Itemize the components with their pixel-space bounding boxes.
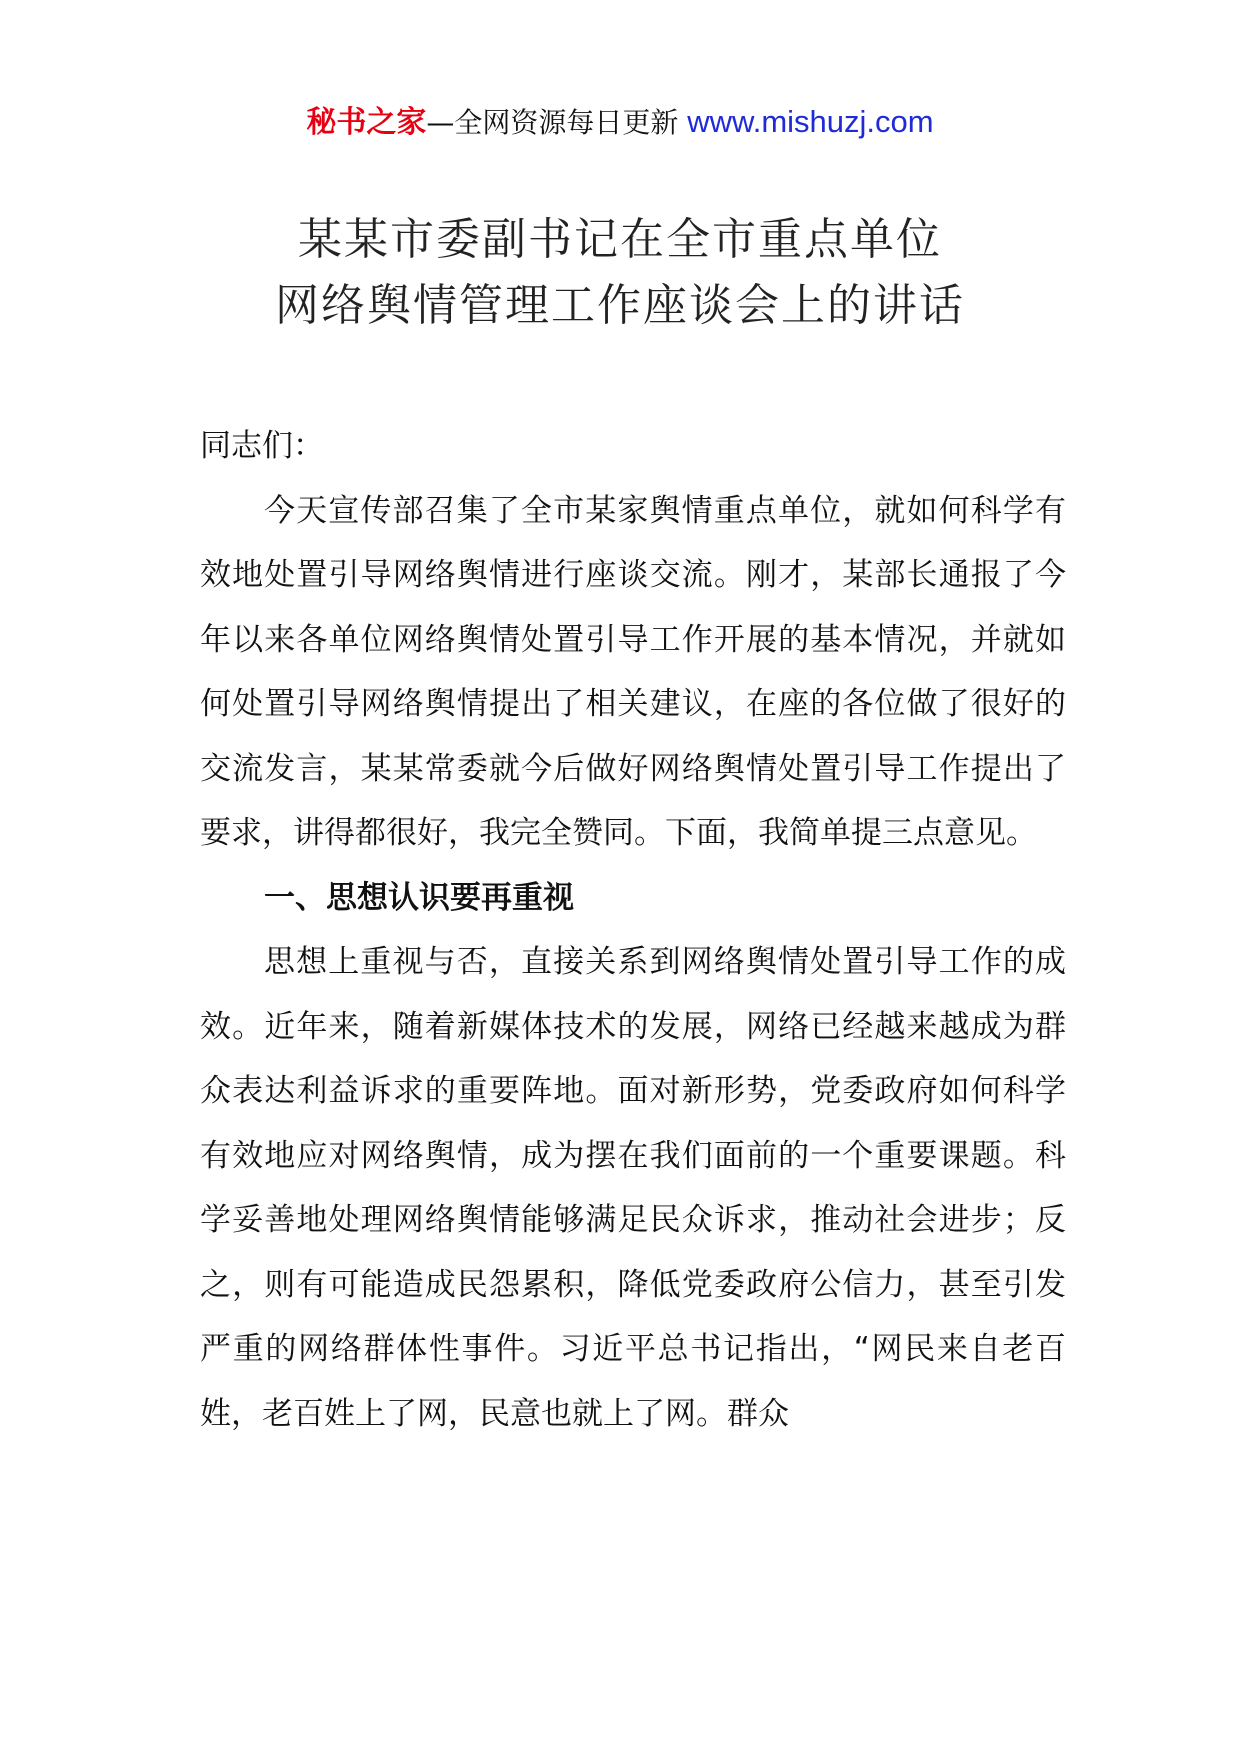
title-line-2: 网络舆情管理工作座谈会上的讲话 [275, 280, 965, 331]
salutation: 同志们： [200, 428, 324, 464]
title-line-1: 某某市委副书记在全市重点单位 [298, 214, 942, 265]
header-tagline: —全网资源每日更新 [426, 106, 688, 139]
site-url-link[interactable]: www.mishuzj.com [687, 104, 934, 139]
document-title [0, 207, 1240, 339]
document-body [200, 414, 1066, 1446]
brand-name: 秘书之家 [306, 105, 427, 140]
site-header-banner [0, 100, 1240, 145]
intro-paragraph: 今天宣传部召集了全市某家舆情重点单位，就如何科学有效地处置引导网络舆情进行座谈交流。刚才，某部长通报了今年以来各单位网络舆情处置引导工作开展的基本情况，并就如何处置引导网络舆情提出了相关建议，在座的各位做了很好的交流发言，某某常委就今后做好网络舆情处置引导工作提出了要求，讲得都很好，我完全赞同。下面，我简单提三点意见。 [200, 492, 1066, 851]
section-heading-1: 一、思想认识要再重视 [264, 879, 574, 916]
section-1-paragraph: 思想上重视与否，直接关系到网络舆情处置引导工作的成效。近年来，随着新媒体技术的发展，网络已经越来越成为群众表达利益诉求的重要阵地。面对新形势，党委政府如何科学有效地应对网络舆情，成为摆在我们面前的一个重要课题。科学妥善地处理网络舆情能够满足民众诉求，推动社会进步；反之，则有可能造成民怨累积，降低党委政府公信力，甚至引发严重的网络群体性事件。习近平总书记指出，“网民来自老百姓，老百姓上了网，民意也就上了网。群众 [200, 944, 1066, 1432]
